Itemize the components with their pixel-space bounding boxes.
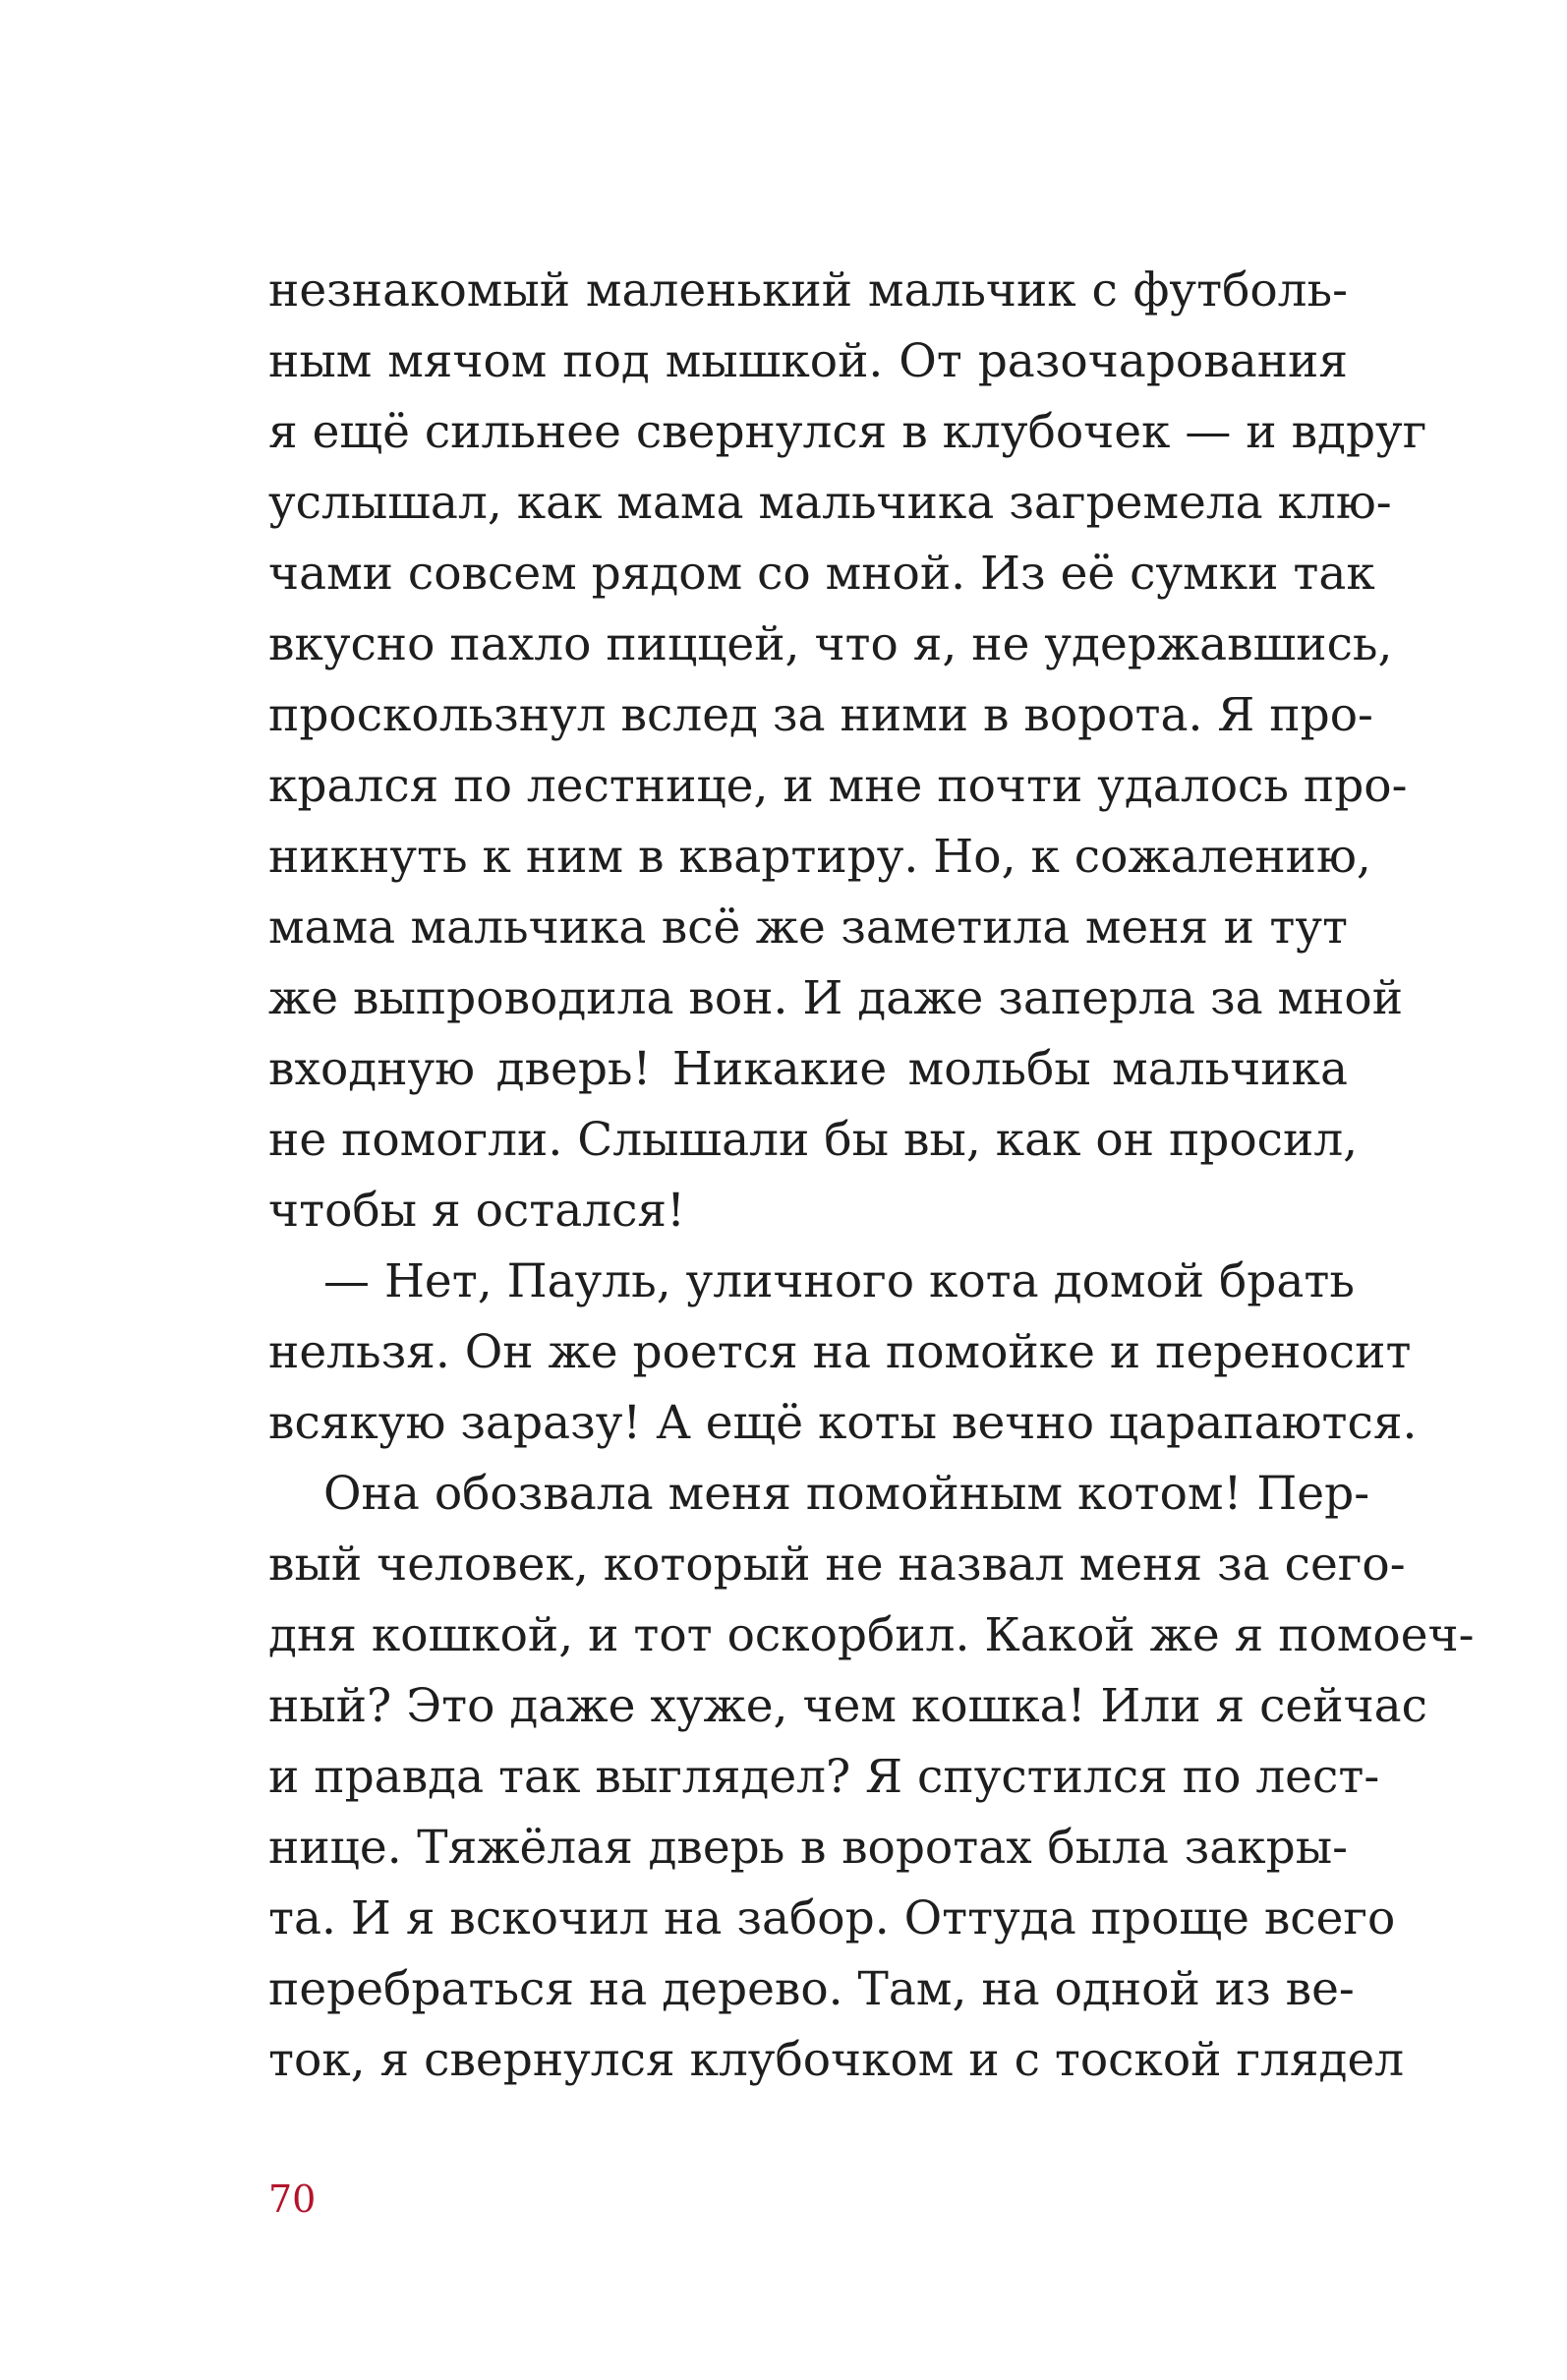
text-line: перебраться на дерево. Там, на одной из ве- [268,1962,1355,2016]
text-line: не помогли. Слышали бы вы, как он просил, [268,1113,1359,1167]
text-line: никнуть к ним в квартиру. Но, к сожалению, [268,830,1371,884]
text-line: проскользнул вслед за ними в ворота. Я про- [268,688,1373,742]
text-line: дня кошкой, и тот оскорбил. Какой же я помоеч- [268,1608,1475,1662]
text-line: незнакомый маленький мальчик с футболь- [268,263,1348,318]
text-line-paragraph-start: Она обозвала меня помойным котом! Пер- [323,1467,1370,1521]
text-line: ным мячом под мышкой. От разочарования [268,334,1348,388]
text-line: ный? Это даже хуже, чем кошка! Или я сейчас [268,1679,1427,1733]
text-line: мама мальчика всё же заметила меня и тут [268,900,1348,955]
text-line: всякую заразу! А ещё коты вечно царапаются. [268,1396,1418,1450]
page-number: 70 [268,2177,317,2221]
text-line: ток, я свернулся клубочком и с тоской глядел [268,2033,1405,2087]
text-line: нице. Тяжёлая дверь в воротах была закры- [268,1821,1348,1875]
text-line: вый человек, который не назвал меня за сего- [268,1538,1406,1592]
text-line: входную дверь! Никакие мольбы мальчика [268,1042,1348,1096]
text-line: та. И я вскочил на забор. Оттуда проще всего [268,1891,1396,1945]
text-line: и правда так выглядел? Я спустился по лест- [268,1750,1380,1804]
text-line: крался по лестнице, и мне почти удалось про- [268,759,1408,813]
text-line-dialogue: — Нет, Пауль, уличного кота домой брать [323,1254,1355,1308]
text-line: чтобы я остался! [268,1184,685,1238]
text-line: услышал, как мама мальчика загремела клю- [268,476,1392,530]
text-line: я ещё сильнее свернулся в клубочек — и вдруг [268,405,1427,459]
text-line: же выпроводила вон. И даже заперла за мной [268,971,1404,1025]
text-line: вкусно пахло пиццей, что я, не удержавшись, [268,617,1393,671]
text-line: нельзя. Он же роется на помойке и переносит [268,1325,1412,1379]
text-line: чами совсем рядом со мной. Из её сумки так [268,547,1375,601]
body-text [268,256,1475,2096]
